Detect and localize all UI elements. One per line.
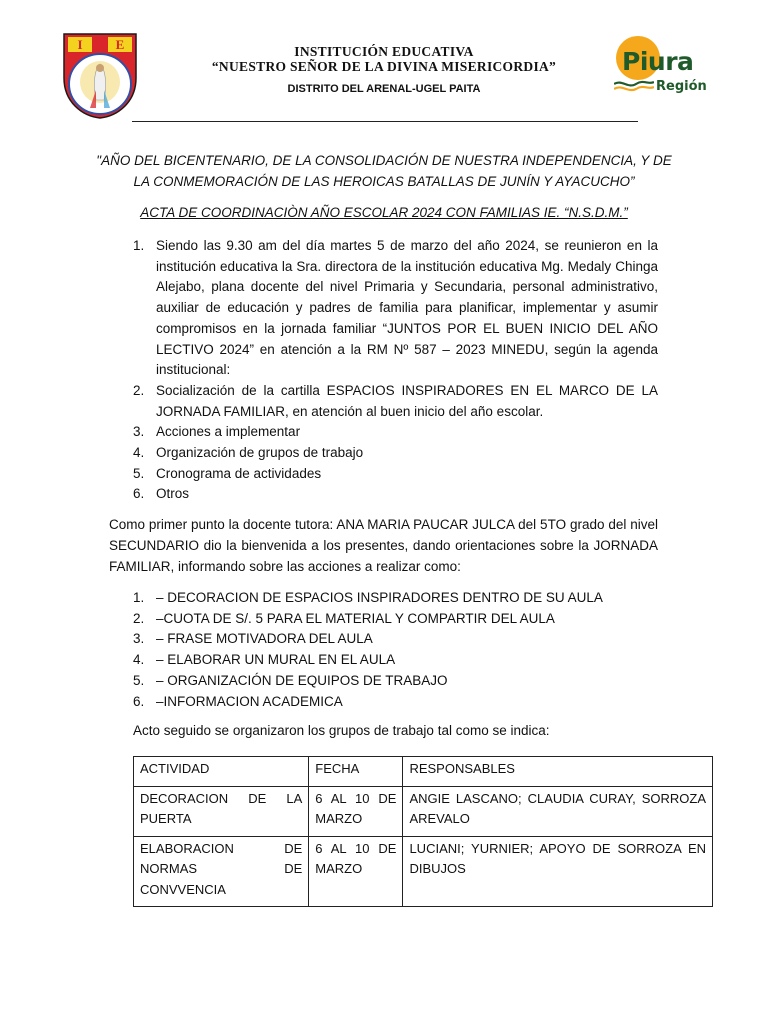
list-number: 1.: [133, 238, 145, 253]
list-item: [133, 629, 658, 650]
list-item: [133, 692, 658, 713]
header-cell-fecha: FECHA: [309, 757, 403, 787]
list-number: 2.: [133, 610, 145, 626]
year-title: "AÑO DEL BICENTENARIO, DE LA CONSOLIDACIÓN DE NUESTRA INDEPENDENCIA, Y DE LA CONMEMORACIÓN DE LAS HEROICAS BATALLAS DE JUNÍN Y AYACUCHO”: [96, 153, 672, 189]
list-item-text: –CUOTA DE S/. 5 PARA EL MATERIAL Y COMPARTIR DEL AULA: [156, 610, 555, 626]
groups-intro: Acto seguido se organizaron los grupos de trabajo tal como se indica:: [133, 723, 550, 738]
actions-list: [133, 588, 658, 712]
list-item: [133, 236, 658, 381]
list-item-text: Cronograma de actividades: [156, 465, 322, 481]
list-number: 6.: [133, 486, 145, 502]
wave-icon: [614, 78, 654, 94]
list-number: 1.: [133, 590, 145, 605]
body-paragraph: Como primer punto la docente tutora: ANA MARIA PAUCAR JULCA del 5TO grado del nivel SECUNDARIO dio la bienvenida a los presentes, dando orientaciones sobre la JORNADA FAMILIAR, informando sobre las acciones a realizar como:: [109, 517, 658, 574]
crest-letter-i: I: [77, 37, 83, 52]
list-number: 3.: [133, 631, 145, 647]
list-item: [133, 484, 658, 505]
list-number: 2.: [133, 382, 145, 398]
piura-region-logo: [612, 34, 722, 98]
table-cell: 6 AL 10 DE MARZO: [309, 786, 403, 836]
list-item: [133, 381, 658, 422]
institution-name-line1: INSTITUCIÓN EDUCATIVA: [294, 44, 474, 59]
list-number: 4.: [133, 652, 145, 668]
list-item-text: –INFORMACION ACADEMICA: [156, 693, 343, 709]
list-item: [133, 609, 658, 630]
list-item-text: Acciones a implementar: [156, 424, 301, 440]
list-item: [133, 422, 658, 443]
list-item: [133, 650, 658, 671]
agenda-list: [133, 236, 658, 505]
district-label: DISTRITO DEL ARENAL-UGEL PAITA: [287, 83, 481, 95]
table-cell: ELABORACION DE NORMAS DE CONVVENCIA: [134, 836, 309, 907]
piura-logo-word: Piura: [622, 47, 694, 76]
list-number: 4.: [133, 445, 145, 461]
table-cell: 6 AL 10 DE MARZO: [309, 836, 403, 907]
table-header-row: [134, 757, 713, 787]
table-cell: ANGIE LASCANO; CLAUDIA CURAY, SORROZA AREVALO: [403, 786, 713, 836]
list-item-text: Socialización de la cartilla ESPACIOS INSPIRADORES EN EL MARCO DE LA JORNADA FAMILIAR, en atención al buen inicio del año escolar.: [156, 382, 658, 419]
table-row: [134, 836, 713, 907]
institution-name-line2: “NUESTRO SEÑOR DE LA DIVINA MISERICORDIA”: [211, 59, 557, 74]
list-item: [133, 464, 658, 485]
list-item-text: – FRASE MOTIVADORA DEL AULA: [156, 631, 373, 647]
header-cell-responsables: RESPONSABLES: [403, 757, 713, 787]
list-number: 3.: [133, 424, 145, 440]
list-item-text: Organización de grupos de trabajo: [156, 445, 364, 461]
groups-table: [133, 756, 713, 907]
header-divider: [132, 121, 638, 122]
crest-letter-e: E: [115, 37, 125, 52]
table-row: [134, 786, 713, 836]
list-number: 6.: [133, 693, 145, 709]
list-item: [133, 443, 658, 464]
list-item-text: – ELABORAR UN MURAL EN EL AULA: [156, 652, 396, 668]
list-item: [133, 671, 658, 692]
list-item-text: Otros: [156, 486, 190, 502]
list-number: 5.: [133, 672, 145, 688]
school-crest-logo: [60, 30, 140, 120]
piura-logo-subword: Región: [656, 79, 707, 94]
list-item-text: – ORGANIZACIÓN DE EQUIPOS DE TRABAJO: [156, 672, 448, 688]
header-cell-actividad: ACTIVIDAD: [134, 757, 309, 787]
list-item-text: Siendo las 9.30 am del día martes 5 de marzo del año 2024, se reunieron en la institución educativa la Sra. directora de la institución educativa Mg. Medaly Chinga Alejabo, plana docente del nivel Primaria y Secundaria, personal administrativo, auxiliar de educación y padres de familia para planificar, implementar y asumir compromisos en la jornada familiar “JUNTOS POR EL BUEN INICIO DEL AÑO LECTIVO 2024” en atención a la RM Nº 587 – 2023 MINEDU, según la agenda institucional:: [156, 238, 658, 378]
table-cell: LUCIANI; YURNIER; APOYO DE SORROZA EN DIBUJOS: [403, 836, 713, 907]
list-item-text: – DECORACION DE ESPACIOS INSPIRADORES DENTRO DE SU AULA: [156, 590, 603, 605]
acta-title: ACTA DE COORDINACIÒN AÑO ESCOLAR 2024 CON FAMILIAS IE. “N.S.D.M.”: [140, 205, 628, 220]
list-number: 5.: [133, 465, 145, 481]
table-cell: DECORACION DE LA PUERTA: [134, 786, 309, 836]
list-item: [133, 588, 658, 609]
